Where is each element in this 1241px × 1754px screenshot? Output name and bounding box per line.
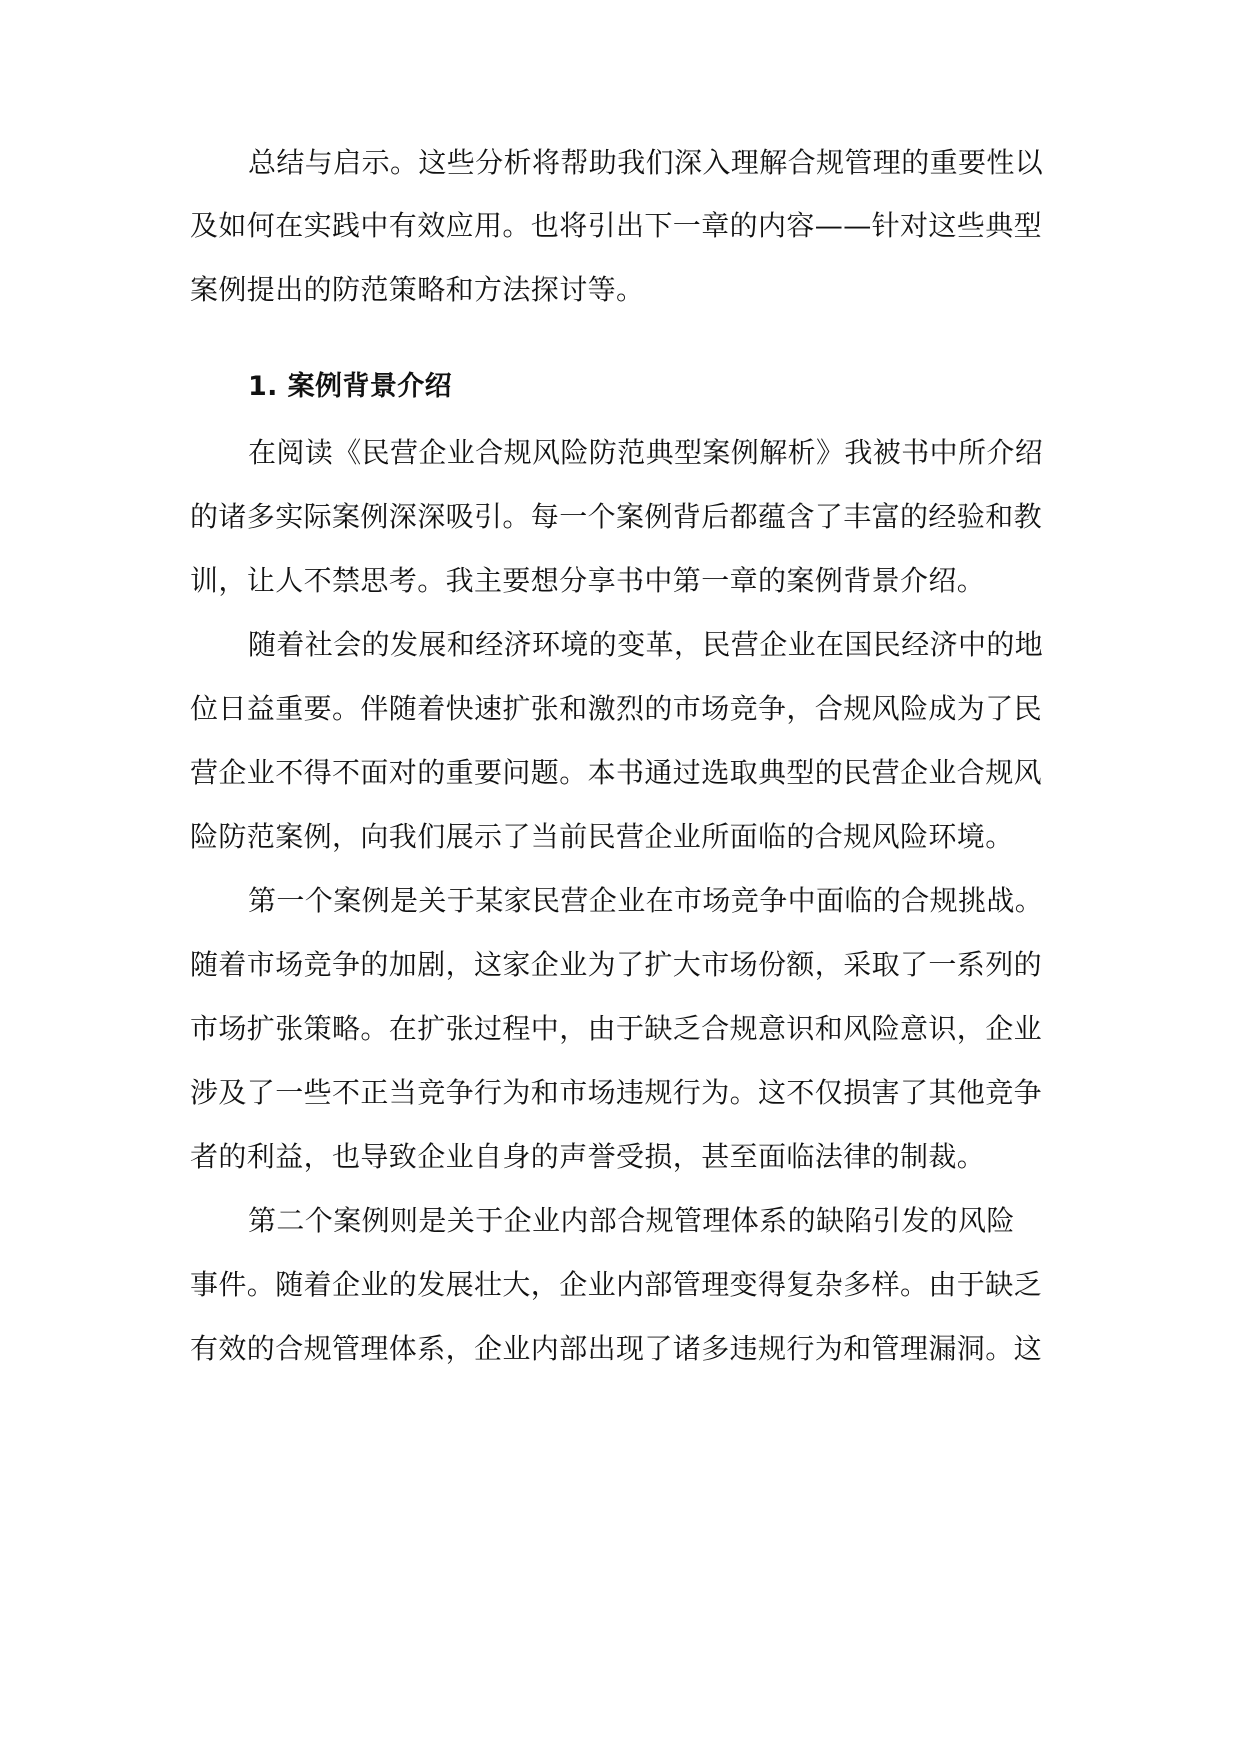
- text-line: 有效的合规管理体系，企业内部出现了诸多违规行为和管理漏洞。这: [190, 1332, 1043, 1365]
- text-line: 营企业不得不面对的重要问题。本书通过选取典型的民营企业合规风: [190, 756, 1043, 789]
- text-line: 总结与启示。这些分析将帮助我们深入理解合规管理的重要性以: [248, 146, 1044, 179]
- text-line: 涉及了一些不正当竞争行为和市场违规行为。这不仅损害了其他竞争: [190, 1076, 1043, 1109]
- text-line: 随着社会的发展和经济环境的变革，民营企业在国民经济中的地: [248, 628, 1044, 661]
- text-line: 者的利益，也导致企业自身的声誉受损，甚至面临法律的制裁。: [190, 1140, 986, 1173]
- text-line: 在阅读《民营企业合规风险防范典型案例解析》我被书中所介绍: [248, 436, 1044, 469]
- text-line: 训，让人不禁思考。我主要想分享书中第一章的案例背景介绍。: [190, 564, 986, 597]
- text-line: 市场扩张策略。在扩张过程中，由于缺乏合规意识和风险意识，企业: [190, 1012, 1043, 1045]
- text-line: 事件。随着企业的发展壮大，企业内部管理变得复杂多样。由于缺乏: [190, 1268, 1043, 1301]
- text-line: 案例提出的防范策略和方法探讨等。: [190, 273, 645, 306]
- text-line: 及如何在实践中有效应用。也将引出下一章的内容——针对这些典型: [190, 209, 1043, 242]
- text-line: 第二个案例则是关于企业内部合规管理体系的缺陷引发的风险: [248, 1204, 1015, 1237]
- text-line: 随着市场竞争的加剧，这家企业为了扩大市场份额，采取了一系列的: [190, 948, 1043, 981]
- text-line: 第一个案例是关于某家民营企业在市场竞争中面临的合规挑战。: [248, 884, 1044, 917]
- text-line: 的诸多实际案例深深吸引。每一个案例背后都蕴含了丰富的经验和教: [190, 500, 1043, 533]
- section-heading: 1. 案例背景介绍: [248, 371, 453, 402]
- text-line: 位日益重要。伴随着快速扩张和激烈的市场竞争，合规风险成为了民: [190, 692, 1043, 725]
- text-line: 险防范案例，向我们展示了当前民营企业所面临的合规风险环境。: [190, 820, 1014, 853]
